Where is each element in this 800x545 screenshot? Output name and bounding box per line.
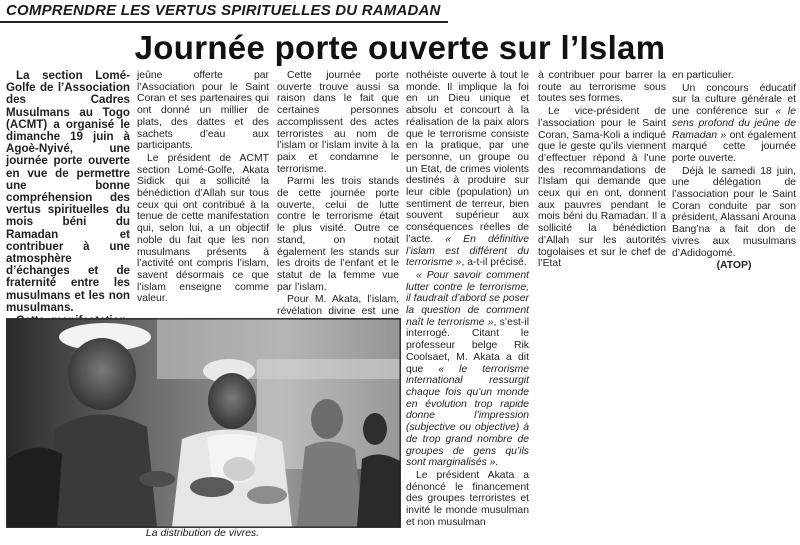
column-6 bbox=[672, 70, 796, 272]
news-photo bbox=[6, 318, 401, 528]
column-3-paragraph-3: Pour M. Akata, l’islam, révélation divine est une bbox=[277, 294, 399, 318]
column-6-paragraph-3: Déjà le samedi 18 juin, une délégation de l’association pour le Saint Coran conduite par son président, Alassani Arouna Bang’na a fait don de vivres aux musulmans d’Adidogomé. bbox=[672, 165, 796, 259]
article-headline: Journée porte ouverte sur l’Islam bbox=[134, 29, 666, 66]
column-2 bbox=[137, 70, 269, 305]
column-6-paragraph-2 bbox=[672, 83, 796, 165]
column-1-paragraph-1: La section Lomé-Golfe de l’Association des Cadres Musulmans au Togo (ACMT) a organisé le dimanche 19 juin à Agoè-Nyivé, une journée porte ouverte en vue de permettre une bonne compréhension des vertus spirituelles du mois béni du Ramadan et contribuer à une atmosphère d’échanges et de fraternité entre les musulmans et les non musulmans. bbox=[6, 69, 130, 314]
column-6-text-2b: ont également marqué cette journée porte ouverte. bbox=[672, 129, 796, 164]
column-5-paragraph-2: Le vice-président de l’association pour le Saint Coran, Sama-Koli a indiqué que le geste qu’ils viennent d’effectuer répond à l’une des recommandations de l’Islam qui demande que ceux qui en ont, donnent aux pauvres pendant le mois béni du Ramadan. Il a sollicité la bénédiction d’Allah sur les autorités togolaises et sur le chef de l’Etat bbox=[538, 106, 666, 270]
column-4-quote-3: « le terrorisme international ressurgit chaque fois qu’un monde en évolution trop rapide donne l’impression (subjective ou objective) à de trop grand nombre de groupes de gens qu’ils sont marginalisés ». bbox=[406, 363, 529, 469]
column-2-paragraph-2: Le président de ACMT section Lomé-Golfe, Akata Sidick qui a sollicité la bénédiction d’Allah sur tous ceux qui ont contribué à la tenue de cette manifestation qui, selon lui, a un objectif noble du fait que les non musulmans présents à l’activité ont compris l’islam, savent désormais ce que l’islam enseigne comme valeur. bbox=[137, 152, 269, 305]
column-4-quote-1: « En définitive l’islam est différent du terrorisme » bbox=[406, 233, 529, 269]
column-3 bbox=[277, 70, 399, 329]
photo-caption: La distribution de vivres. bbox=[145, 527, 260, 539]
column-6-quote: « le sens profond du jeûne de Ramadan » bbox=[672, 106, 796, 141]
column-6-paragraph-1: en particulier. bbox=[672, 70, 734, 81]
column-2-paragraph-1: jeûne offerte par l’Association pour le Saint Coran et ses partenaires qui ont donné un millier de plats, des dattes et des sachets d’eau aux participants. bbox=[137, 70, 269, 152]
column-3-paragraph-1: Cette journée porte ouverte trouve aussi sa raison dans le fait que certaines personnes accomplissent des actes terroristes au nom de l’islam or l’islam invite à la paix et condamne le terrorisme. bbox=[277, 70, 399, 175]
column-5 bbox=[538, 70, 666, 270]
column-4-paragraph-3: Le président Akata a dénoncé le financement des groupes terroristes et invité le monde musulman et non musulman bbox=[406, 469, 529, 528]
column-5-paragraph-1: à contribuer pour barrer la route au terrorisme sous toutes ses formes. bbox=[538, 70, 666, 105]
food-distribution-photo bbox=[7, 319, 400, 527]
kicker-text: COMPRENDRE LES VERTUS SPIRITUELLES DU RAMADAN bbox=[6, 2, 441, 19]
column-4-text-2b: , s’est-il interrogé. Citant le professeur belge Rik Coolsaet, M. Akata a dit que bbox=[406, 316, 530, 375]
column-4-paragraph-2 bbox=[406, 270, 529, 469]
column-4 bbox=[406, 70, 529, 528]
agency-credit: (ATOP) bbox=[716, 260, 752, 272]
column-4-quote-2: « Pour savoir comment lutter contre le terrorisme, il faudrait d’abord se poser la question de comment naît le terrorisme » bbox=[406, 269, 529, 328]
column-4-text-1b: , a-t-il précisé. bbox=[461, 257, 527, 269]
column-6-text-2a: Un concours éducatif sur la culture générale et une conférence sur bbox=[672, 82, 796, 118]
column-4-text-1a: nothéiste ouverte à tout le monde. Il implique la foi en un Dieu unique et absolu et concourt à la réalisation de la paix alors que le terrorisme consiste en la pratique, par une personne, un groupe ou un Etat, de crimes violents destinés à produire sur leur cible (population) un sentiment de terreur, bien souvent supérieur aux conséquences réelles de l’acte. bbox=[406, 70, 529, 245]
column-3-paragraph-2: Parmi les trois stands de cette journée porte ouverte, celui de lutte contre le terrorisme était le plus visité. Outre ce stand, on notait également les stands sur les droits de l’enfant et le statut de la femme vue par l’islam. bbox=[277, 176, 399, 293]
column-4-paragraph-1 bbox=[406, 70, 529, 269]
section-kicker bbox=[0, 0, 448, 23]
